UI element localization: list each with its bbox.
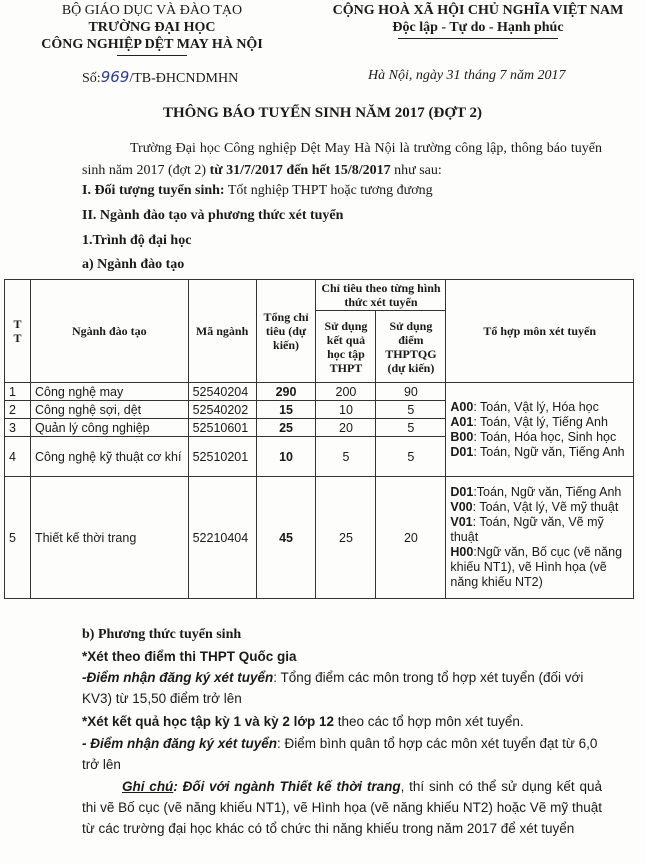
row-tt: 4 <box>5 437 31 477</box>
row-total: 10 <box>256 437 316 477</box>
school-name-line2: CÔNG NGHIỆP DỆT MAY HÀ NỘI <box>41 37 263 52</box>
row-record: 5 <box>316 437 376 477</box>
row-record: 200 <box>316 383 376 401</box>
ref-prefix: Số: <box>82 71 101 86</box>
subsection-1-heading: 1.Trình độ đại học <box>82 233 192 248</box>
row-code: 52510201 <box>188 437 256 477</box>
method-2-text-detail: : Điểm bình quân tổ hợp các môn xét tuyển đạt từ 6,0 trở lên <box>82 736 598 772</box>
row-tt: 1 <box>5 383 31 401</box>
method-2-detail <box>82 733 602 775</box>
combos-cell-a <box>446 383 634 477</box>
issuer-underline <box>117 55 187 56</box>
subsection-1a-heading: a) Ngành đào tạo <box>82 257 185 272</box>
col-header-by-record: Sử dụng kết quả học tập THPT <box>316 311 376 383</box>
issue-date: Hà Nội, ngày 31 tháng 7 năm 2017 <box>368 68 566 83</box>
row-total: 25 <box>256 419 316 437</box>
row-record: 25 <box>316 477 376 599</box>
method-1-text: : Tổng điểm các môn trong tổ hợp xét tuyển (đối với KV3) từ 15,50 điểm trở lên <box>82 670 584 706</box>
col-header-tt: T T <box>5 280 31 383</box>
method-2-label: - Điểm nhận đăng ký xét tuyển <box>82 736 278 751</box>
row-exam: 5 <box>376 437 446 477</box>
row-total: 45 <box>256 477 316 599</box>
row-code: 52540204 <box>188 383 256 401</box>
issuer-block <box>22 2 282 56</box>
row-code: 52540202 <box>188 401 256 419</box>
combo-item: D01:Toán, Ngữ văn, Tiếng Anh <box>450 485 622 499</box>
combo-item: D01: Toán, Ngữ văn, Tiếng Anh <box>450 444 625 459</box>
col-header-name: Ngành đào tạo <box>30 280 188 383</box>
method-2-heading <box>82 711 602 732</box>
section-1 <box>82 183 433 199</box>
table-row <box>5 477 634 599</box>
row-name: Thiết kế thời trang <box>30 477 188 599</box>
row-total: 290 <box>256 383 316 401</box>
combo-item: A00: Toán, Vật lý, Hóa học <box>450 399 599 414</box>
combo-item: V00: Toán, Vật lý, Vẽ mỹ thuật <box>450 500 619 514</box>
combo-item: V01: Toán, Ngữ văn, Vẽ mỹ thuật <box>450 515 604 544</box>
row-code: 52510601 <box>188 419 256 437</box>
reference-number <box>82 68 238 87</box>
method-2-text: theo các tổ hợp môn xét tuyển. <box>333 714 524 729</box>
national-block <box>318 2 638 39</box>
row-code: 52210404 <box>188 477 256 599</box>
school-name-line1: TRƯỜNG ĐẠI HỌC <box>88 20 216 35</box>
country-name: CỘNG HOÀ XÃ HỘI CHỦ NGHĨA VIỆT NAM <box>332 3 624 18</box>
col-header-total: Tổng chỉ tiêu (dự kiến) <box>256 280 316 383</box>
note-text: , thí sinh có thể sử dụng kết quả thi vẽ Bố cục (vẽ năng khiếu NT1), vẽ Hình họa (vẽ năng khiếu NT2) hoặc Vẽ mỹ thuật từ các trường đại học khác có tổ chức thi năng khiếu trong năm 2017 để xét tuyển <box>82 779 602 836</box>
method-2-bold: *Xét kết quả học tập kỳ 1 và kỳ 2 lớp 12 <box>82 714 334 729</box>
motto-underline <box>398 38 558 39</box>
row-exam: 5 <box>376 401 446 419</box>
col-header-combos: Tổ hợp môn xét tuyển <box>446 280 634 383</box>
row-total: 15 <box>256 401 316 419</box>
intro-text: Trường Đại học Công nghiệp Dệt May Hà Nội là trường công lập, thông báo tuyển sinh năm 2017 (đợt 2) <box>82 141 602 178</box>
row-record: 10 <box>316 401 376 419</box>
row-exam: 90 <box>376 383 446 401</box>
admission-table <box>4 279 634 599</box>
section-1-text: Tốt nghiệp THPT hoặc tương đương <box>224 183 433 198</box>
note-label: Ghi chú <box>122 779 174 794</box>
section-2-heading: II. Ngành đào tạo và phương thức xét tuyển <box>82 208 344 223</box>
document-title: THÔNG BÁO TUYỂN SINH NĂM 2017 (ĐỢT 2) <box>162 105 483 121</box>
method-1-detail <box>82 667 602 709</box>
row-record: 20 <box>316 419 376 437</box>
ref-suffix: /TB-ĐHCNDMHN <box>129 71 239 86</box>
row-exam: 5 <box>376 419 446 437</box>
note-bold: : Đối với ngành Thiết kế thời trang <box>173 779 401 794</box>
combo-item: A01: Toán, Vật lý, Tiếng Anh <box>450 414 608 429</box>
combos-cell-b <box>446 477 634 599</box>
col-header-quota-group: Chỉ tiêu theo từng hình thức xét tuyển <box>316 280 446 311</box>
ministry-name: BỘ GIÁO DỤC VÀ ĐÀO TẠO <box>61 3 243 18</box>
row-exam: 20 <box>376 477 446 599</box>
intro-tail: như sau: <box>390 163 442 178</box>
combo-item: H00:Ngữ văn, Bố cục (vẽ năng khiếu NT1), vẽ Hình họa (vẽ năng khiếu NT2) <box>450 545 623 589</box>
row-tt: 5 <box>5 477 31 599</box>
row-tt: 2 <box>5 401 31 419</box>
col-header-by-exam: Sử dụng điểm THPTQG (dự kiến) <box>376 311 446 383</box>
section-1-label: I. Đối tượng tuyển sinh: <box>82 183 225 198</box>
table-row <box>5 383 634 401</box>
subsection-1b-heading: b) Phương thức tuyển sinh <box>82 627 242 642</box>
ref-handwritten-number: 969 <box>100 68 130 86</box>
row-tt: 3 <box>5 419 31 437</box>
row-name: Quản lý công nghiệp <box>30 419 188 437</box>
method-1-heading: *Xét theo điểm thi THPT Quốc gia <box>82 649 297 664</box>
intro-period: từ 31/7/2017 đến hết 15/8/2017 <box>209 163 391 178</box>
national-motto: Độc lập - Tự do - Hạnh phúc <box>392 20 564 35</box>
combo-item: B00: Toán, Hóa học, Sinh học <box>450 429 617 444</box>
note-paragraph <box>82 776 602 839</box>
row-name: Công nghệ may <box>30 383 188 401</box>
row-name: Công nghệ kỹ thuật cơ khí <box>30 437 188 477</box>
intro-paragraph <box>82 138 602 182</box>
col-header-code: Mã ngành <box>188 280 256 383</box>
method-1-label: -Điểm nhận đăng ký xét tuyển <box>82 670 274 685</box>
row-name: Công nghệ sợi, dệt <box>30 401 188 419</box>
